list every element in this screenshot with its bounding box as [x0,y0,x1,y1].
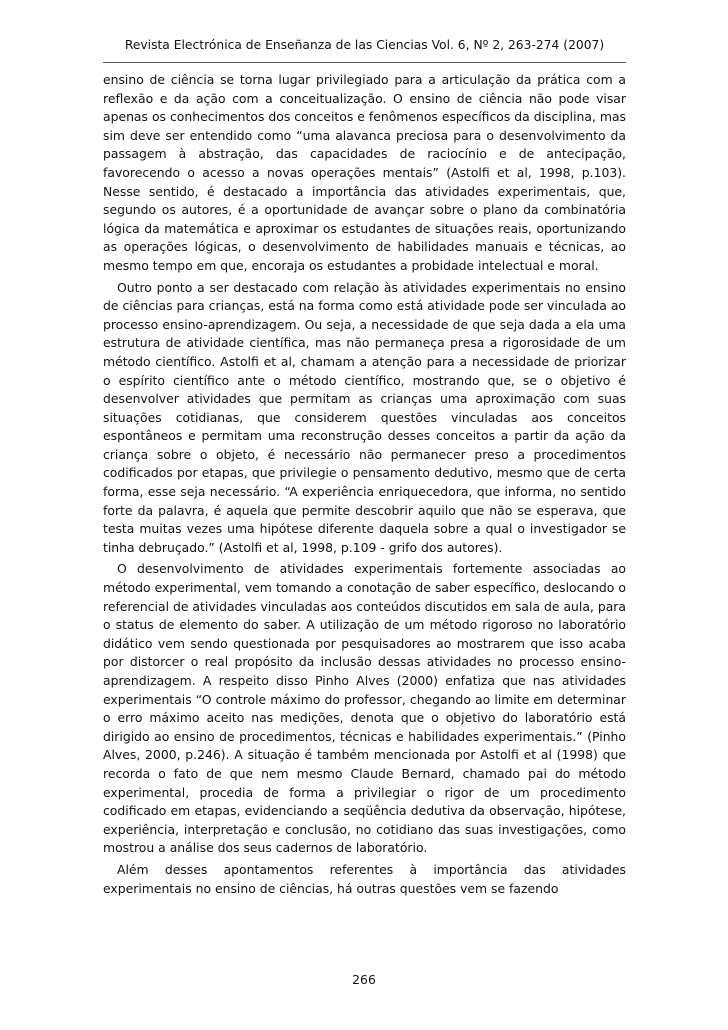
header-rule [103,62,626,63]
paragraph: Além desses apontamentos referentes à importância das atividades experimentais no ensino de ciências, há outras questões vem se fazendo [103,861,626,896]
paragraph: O desenvolvimento de atividades experimentais fortemente associadas ao método experimental, vem tomando a conotação de saber específico, deslocando o referencial de atividades vinculadas aos conteúdos discutidos em sala de aula, para o status de elemento do saber. A utilização de um método rigoroso no laboratório didático vem sendo questionada por pesquisadores ao mostrarem que isso acaba por distorcer o real propósito da inclusão dessas atividades no processo ensino-aprendizagem. A respeito disso Pinho Alves (2000) enfatiza que nas atividades experimentais “O controle máximo do professor, chegando ao limite em determinar o erro máximo aceito nas medições, denota que o objetivo do laboratório está dirigido ao ensino de procedimentos, técnicas e habilidades experimentais.” (Pinho Alves, 2000, p.246). A situação é também mencionada por Astolfi et al (1998) que recorda o fato de que nem mesmo Claude Bernard, chamado pai do método experimental, procedia de forma a privilegiar o rigor de um procedimento codificado em etapas, evidenciando a seqüência dedutiva da observação, hipótese, experiência, interpretação e conclusão, no cotidiano das suas investigações, como mostrou a análise dos seus cadernos de laboratório. [103,561,626,856]
paragraph-continued: ensino de ciência se torna lugar privilegiado para a articulação da prática com a reflexão e da ação com a conceitualização. O ensino de ciência não pode visar apenas os conhecimentos dos conceitos e fenômenos específicos da disciplina, mas sim deve ser entendido como “uma alavanca preciosa para o desenvolvimento da passagem à abstração, das capacidades de raciocínio e de antecipação, favorecendo o acesso a novas operações mentais” (Astolfi et al, 1998, p.103). Nesse sentido, é destacado a importância das atividades experimentais, que, segundo os autores, é a oportunidade de avançar sobre o plano da combinatória lógica da matemática e aproximar os estudantes de situações reais, oportunizando as operações lógicas, o desenvolvimento de habilidades manuais e técnicas, ao mesmo tempo em que, encoraja os estudantes a probidade intelectual e moral. [103,72,626,273]
running-header: Revista Electrónica de Enseñanza de las Ciencias Vol. 6, Nº 2, 263-274 (2007) [124,38,605,52]
page-number: 266 [352,972,376,987]
paragraph: Outro ponto a ser destacado com relação às atividades experimentais no ensino de ciências para crianças, está na forma como está atividade pode ser vinculada ao processo ensino-aprendizagem. Ou seja, a necessidade de que seja dada a ela uma estrutura de atividade científica, mas não permaneça presa a rigorosidade de um método científico. Astolfi et al, chamam a atenção para a necessidade de priorizar o espírito científico ante o método científico, mostrando que, se o objetivo é desenvolver atividades que permitam as crianças uma aproximação com suas situações cotidianas, que considerem questões vinculadas aos conceitos espontâneos e permitam uma reconstrução desses conceitos a partir da ação da criança sobre o objeto, é necessário não permanecer preso a procedimentos codificados por etapas, que privilegie o pensamento dedutivo, mesmo que de certa forma, esse seja necessário. “A experiência enriquecedora, que informa, no sentido forte da palavra, é aquela que permite descobrir aquilo que não se esperava, que testa muitas vezes uma hipótese diferente daquela sobre a qual o investigador se tinha debruçado.” (Astolfi et al, 1998, p.109 - grifo dos autores). [103,279,626,555]
body-text [103,71,626,898]
